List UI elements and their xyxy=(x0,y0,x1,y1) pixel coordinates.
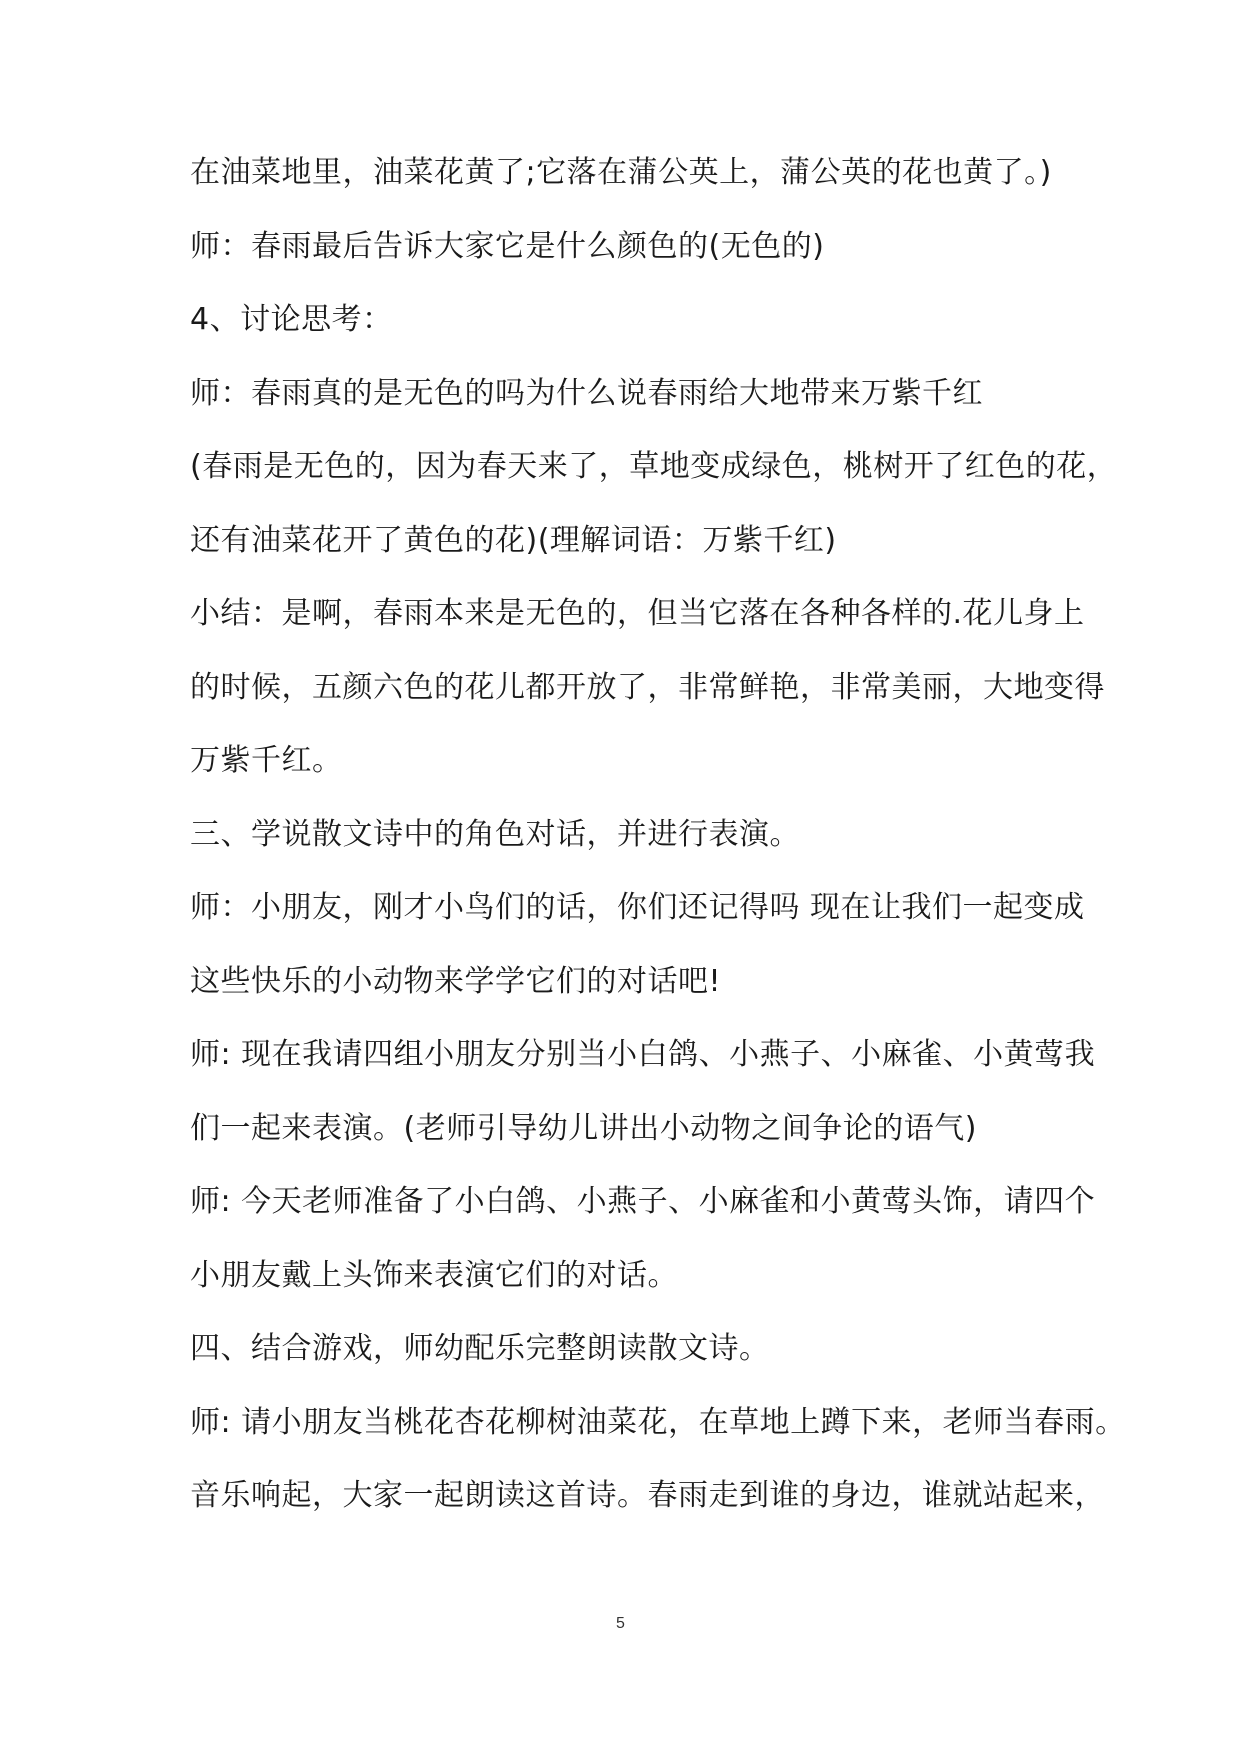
paragraph-line: 师: 请小朋友当桃花杏花柳树油菜花，在草地上蹲下来，老师当春雨。 xyxy=(190,1404,1126,1440)
paragraph-line: 的时候，五颜六色的花儿都开放了，非常鲜艳，非常美丽，大地变得 xyxy=(190,669,1105,705)
paragraph-line: (春雨是无色的，因为春天来了，草地变成绿色，桃树开了红色的花， xyxy=(190,449,1118,484)
section-heading: 4、讨论思考： xyxy=(190,302,393,337)
paragraph-line: 小结：是啊，春雨本来是无色的，但当它落在各种各样的.花儿身上 xyxy=(190,596,1085,631)
section-heading: 四、结合游戏，师幼配乐完整朗读散文诗。 xyxy=(190,1331,770,1366)
paragraph-line: 还有油菜花开了黄色的花)(理解词语：万紫千红) xyxy=(190,522,837,558)
paragraph-line: 音乐响起，大家一起朗读这首诗。春雨走到谁的身边，谁就站起来， xyxy=(190,1478,1105,1513)
paragraph-line: 师: 现在我请四组小朋友分别当小白鸽、小燕子、小麻雀、小黄莺我 xyxy=(190,1037,1096,1072)
page-body xyxy=(190,143,1126,1540)
paragraph-line: 万紫千红。 xyxy=(190,743,343,778)
paragraph-line: 师: 今天老师准备了小白鸽、小燕子、小麻雀和小黄莺头饰，请四个 xyxy=(190,1184,1096,1219)
paragraph-line: 这些快乐的小动物来学学它们的对话吧! xyxy=(190,963,722,999)
paragraph-line: 师：春雨最后告诉大家它是什么颜色的(无色的) xyxy=(190,228,825,264)
paragraph-line: 小朋友戴上头饰来表演它们的对话。 xyxy=(190,1257,678,1293)
paragraph-line: 师：春雨真的是无色的吗为什么说春雨给大地带来万紫千红 xyxy=(190,375,983,411)
section-heading: 三、学说散文诗中的角色对话，并进行表演。 xyxy=(190,816,800,852)
paragraph-line: 们一起来表演。(老师引导幼儿讲出小动物之间争论的语气) xyxy=(190,1110,977,1146)
paragraph-line: 师：小朋友，刚才小鸟们的话，你们还记得吗 现在让我们一起变成 xyxy=(190,890,1085,925)
paragraph-line: 在油菜地里，油菜花黄了;它落在蒲公英上，蒲公英的花也黄了。) xyxy=(190,155,1052,190)
page-number: 5 xyxy=(616,1615,625,1632)
